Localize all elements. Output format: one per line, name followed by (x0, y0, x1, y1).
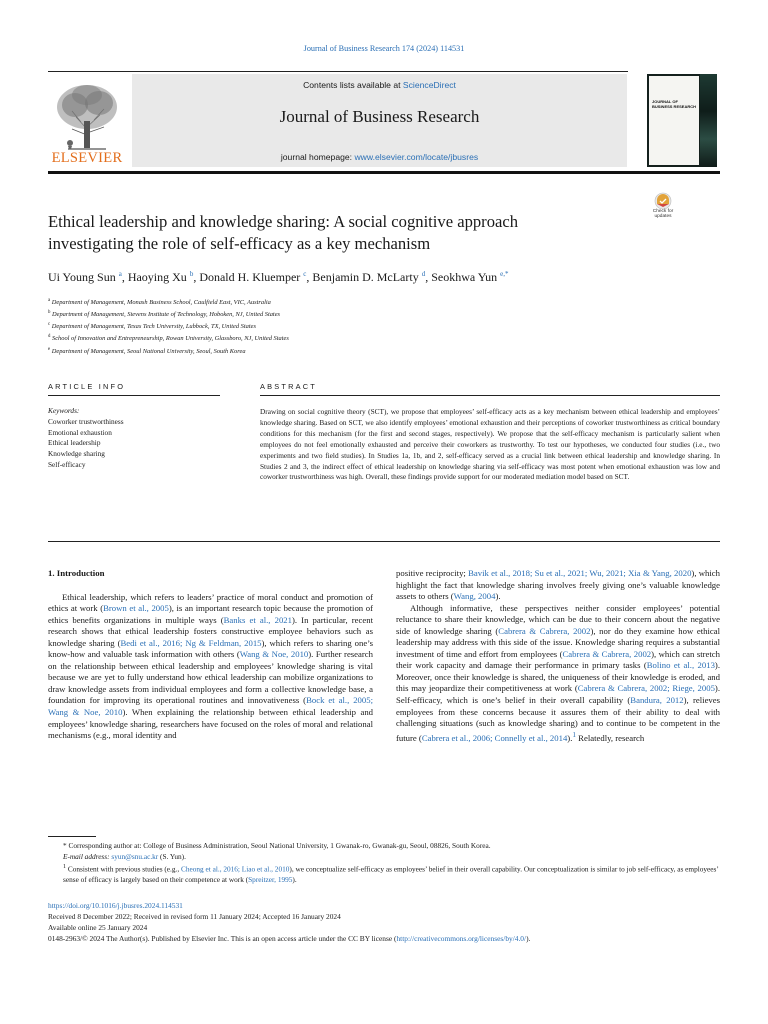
text-run: ). Further research on the relationship between ethical leadership and employees’ knowledge sharing is vital because we are yet to fully understand how ethical leadership can mobilize organizations to draw knowledge assets from individual employees and form a collective knowledge base, a foundation for improving its operational routines and innovativeness ( (48, 649, 373, 706)
license-link[interactable]: http://creativecommons.org/licenses/by/4.0/ (396, 934, 527, 944)
keyword: Emotional exhaustion (48, 427, 112, 437)
available-online: Available online 25 January 2024 (48, 923, 148, 933)
text-run: Ethical leadership, which refers to leaders’ practice of moral conduct and promotion of ethics at work ( (48, 591, 373, 614)
affiliation: $^c$ Department of Management, Texas Tech University, Lubbock, TX, United States (48, 322, 256, 331)
affiliation: $^d$ School of Innovation and Entrepreneurship, Rowan University, Glassboro, NJ, United States (48, 334, 289, 343)
text-run: ). Moreover, once their knowledge is shared, the uniqueness of their knowledge is eroded, and this may jeopardize their competitiveness at work ( (396, 660, 720, 694)
citation-link[interactable]: Cabrera et al., 2006; Connelly et al., 2014 (421, 732, 568, 743)
keywords-label: Keywords: (48, 406, 80, 415)
text-run: ), relieves employees from these concerns because it assures them of their ability to deal with challenging situations (such as knowledge sharing) and to continue to be competent in the future ( (396, 695, 721, 743)
text-run: ). (567, 732, 573, 743)
cover-panel (649, 76, 699, 165)
keywords-block (48, 406, 220, 471)
cover-title: JOURNAL OF BUSINESS RESEARCH (652, 99, 697, 109)
article-info-rule (48, 395, 220, 396)
license-line: 0148-2963/© 2024 The Author(s). Published by Elsevier Inc. This is an open access article under the CC BY license (http://creativecommons.org/licenses/by/4.0/). (48, 934, 531, 944)
section-heading-introduction: 1. Introduction (48, 568, 105, 578)
sciencedirect-link[interactable]: ScienceDirect (402, 80, 456, 90)
text-run: ), which highlight the fact that knowledge sharing involves freely giving one’s valuable knowledge assets to others ( (396, 568, 720, 602)
affiliation: $^a$ Department of Management, Monash Business School, Caulfield East, VIC, Australia (48, 298, 271, 307)
citation-link[interactable]: Cabrera & Cabrera, 2002; Riege, 2005 (577, 683, 715, 694)
masthead-top-rule (48, 71, 628, 72)
corresponding-author-note: * Corresponding author at: College of Business Administration, Seoul National University, 1 Gwanak-ro, Gwanak-gu, Seoul, 08826, South Korea. (63, 841, 491, 850)
affiliations (48, 296, 720, 357)
article-metadata (48, 900, 728, 944)
paragraph (396, 568, 720, 603)
elsevier-wordmark: ELSEVIER (51, 150, 123, 166)
body-rule (48, 541, 720, 542)
author[interactable]: Seokhwa Yun (431, 270, 498, 284)
keyword: Self-efficacy (48, 459, 86, 469)
check-for-updates-icon (648, 192, 678, 210)
citation-link[interactable]: Bedi et al., 2016; Ng & Feldman, 2015 (120, 637, 262, 648)
citation-link[interactable]: Spreitzer, 1995 (248, 875, 293, 885)
paragraph (396, 603, 720, 744)
cover-image-strip (700, 74, 717, 167)
author[interactable]: Ui Young Sun (48, 270, 116, 284)
citation-link[interactable]: Brown et al., 2005 (103, 603, 169, 614)
article-title-line-1: Ethical leadership and knowledge sharing: A social cognitive approach (48, 212, 519, 231)
text-run: positive reciprocity; (396, 568, 469, 578)
homepage-line: journal homepage: www.elsevier.com/locate/jbusres (280, 152, 479, 162)
paragraph (48, 592, 373, 742)
affiliation: $^b$ Department of Management, Stevens Institute of Technology, Hoboken, NJ, United States (48, 310, 281, 319)
homepage-link[interactable]: www.elsevier.com/locate/jbusres (354, 152, 479, 162)
citation-link[interactable]: Bock et al., 2005; Wang & Noe, 2010 (48, 695, 373, 718)
masthead-bottom-rule (48, 171, 720, 174)
citation-link[interactable]: Wang & Noe, 2010 (239, 649, 309, 660)
citation-link[interactable]: Cheong et al., 2016; Liao et al., 2010 (180, 864, 290, 874)
text-run: ), we conceptualize self-efficacy as employees’ belief in their overall capability. Our conceptualization is similar to job self-efficacy, as employees’ sense of efficacy is largely based on their competence at work ( (63, 864, 719, 885)
article-title (48, 211, 608, 255)
email-link[interactable]: syun@snu.ac.kr (111, 852, 159, 861)
text-run: Although informative, these perspectives neither consider employees’ potential reluctance to share their knowledge, which can be due to their concern about the negative side of knowledge sharing ( (396, 602, 720, 636)
footnote-number: 1 (63, 864, 67, 870)
abstract-heading: ABSTRACT (260, 382, 318, 391)
text-run: ). (292, 875, 297, 885)
footnote-rule (48, 836, 96, 837)
keyword: Ethical leadership (48, 438, 101, 448)
citation-link[interactable]: Bolino et al., 2013 (646, 660, 715, 671)
check-for-updates-badge[interactable] (648, 192, 678, 228)
author[interactable]: Haoying Xu (127, 270, 187, 284)
citation-link[interactable]: Wang, 2004 (453, 591, 496, 602)
citation-link[interactable]: Bavik et al., 2018; Su et al., 2021; Wu, 2021; Xia & Yang, 2020 (468, 568, 692, 578)
footnote-marker[interactable]: 1 (572, 730, 576, 739)
contents-line: Contents lists available at ScienceDirect (303, 80, 456, 90)
doi-link[interactable]: https://doi.org/10.1016/j.jbusres.2024.114531 (48, 901, 183, 910)
history-dates: Received 8 December 2022; Received in revised form 11 January 2024; Accepted 16 January 2024 (48, 912, 341, 922)
abstract-text: Drawing on social cognitive theory (SCT), we propose that employees’ self-efficacy acts as a key mechanism between ethical leadership and employees’ knowledge sharing. Based on SCT, we also identify employees’ emotional exhaustion and their perceptions of coworker trustworthiness as critical boundary conditions for this mechanism (for the first and second stages, respectively). We propose that the self-efficacy mechanism is particularly salient when employees do not feel emotionally exhausted and perceive their coworkers as trustworthy. To test our hypotheses, we conducted four studies (i.e., two experiments and two field studies). In Studies 1a, 1b, and 2, self-efficacy served as a crucial link between ethical leadership and knowledge sharing. In Studies 2 and 3, the indirect effect of ethical leadership on knowledge sharing via self-efficacy was most potent when emotional exhaustion was low and coworker trustworthiness was high. Overall, these findings provide support for our moderated mediation model based on SCT. (260, 407, 720, 482)
body-column-right (396, 568, 720, 744)
text-run: ). In particular, recent research shows that ethical leadership fosters constructive employee behaviors such as knowledge sharing ( (48, 614, 373, 648)
text-run: Consistent with previous studies (e.g., (67, 864, 181, 874)
check-for-updates-label: Check for updates (652, 209, 674, 220)
text-run: ). (495, 591, 501, 602)
author[interactable]: Benjamin D. McLarty (312, 270, 419, 284)
abstract-rule (260, 395, 720, 396)
journal-title: Journal of Business Research (279, 107, 480, 126)
footnotes (48, 840, 720, 885)
text-run: Relatedly, research (576, 732, 645, 743)
email-note: E-mail address: syun@snu.ac.kr (S. Yun). (63, 852, 186, 861)
citation-link[interactable]: Cabrera & Cabrera, 2002 (498, 625, 591, 636)
running-head[interactable]: Journal of Business Research 174 (2024) 114531 (303, 44, 465, 53)
text-run: ). Self-efficacy, which is one’s belief in their overall capability ( (396, 683, 720, 706)
body-column-left (48, 568, 373, 742)
text-run: ). When explaining the relationship between ethical leadership and employees’ knowledge sharing, researchers have focused on the roles of moral and relational mechanisms (e.g., moral identity and (48, 707, 374, 741)
journal-cover-thumbnail[interactable] (647, 74, 717, 167)
text-run: ), which can stretch their work capacity and damage their performance in primary tasks ( (396, 648, 720, 671)
keyword: Knowledge sharing (48, 449, 105, 459)
article-info-heading: ARTICLE INFO (48, 382, 126, 391)
text-run: ), is an important research topic because the promotion of ethics benefits organizations in multiple ways ( (48, 603, 373, 625)
affiliation: $^e$ Department of Management, Seoul National University, Seoul, South Korea (48, 346, 246, 355)
citation-link[interactable]: Bandura, 2012 (630, 695, 684, 706)
author-list: Ui Young Sun $^a$, Haoying Xu $^b$, Donald H. Kluemper $^c$, Benjamin D. McLarty $^d$, Seokhwa Yun $^{e,*}$ (48, 270, 509, 284)
keyword: Coworker trustworthiness (48, 416, 124, 426)
footnote-1 (48, 862, 720, 885)
text-run: ), which refers to sharing one’s know-how and valuable task information with others ( (48, 637, 373, 660)
text-run: ), nor do they examine how ethical leadership may address with this side of the issue. Knowledge sharing requires a substantial investment of time and effort from employees ( (396, 625, 720, 659)
citation-link[interactable]: Cabrera & Cabrera, 2002 (562, 648, 652, 659)
author[interactable]: Donald H. Kluemper (199, 270, 301, 284)
citation-link[interactable]: Banks et al., 2021 (223, 614, 292, 625)
article-title-line-2: investigating the role of self-efficacy as a key mechanism (48, 234, 431, 253)
